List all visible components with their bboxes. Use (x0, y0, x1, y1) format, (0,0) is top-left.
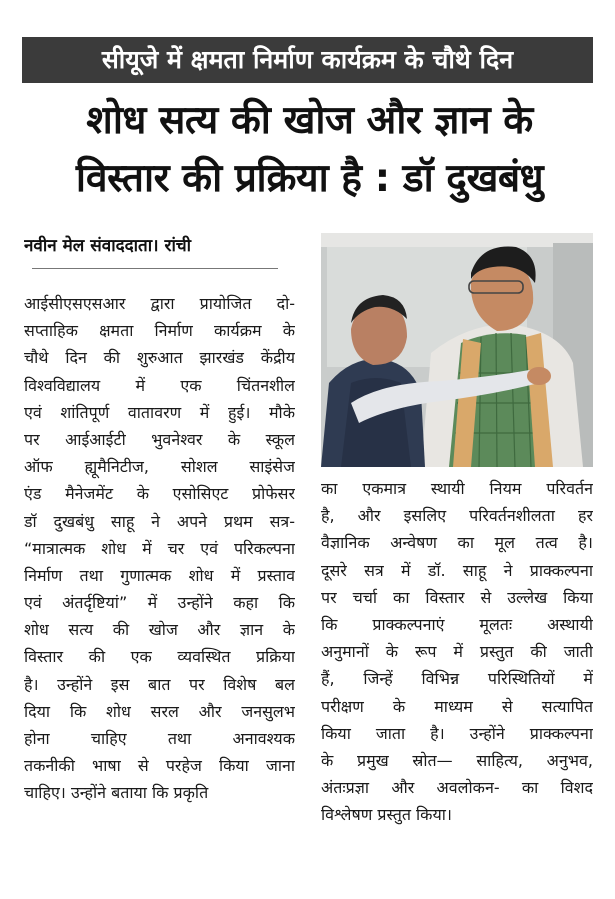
section-kicker: सीयूजे में क्षमता निर्माण कार्यक्रम के चौथे दिन (22, 37, 593, 83)
body-right-line: दूसरे सत्र में डॉ. साहू ने प्राक्कल्पना (321, 560, 593, 580)
article-body-left-column (24, 290, 295, 807)
headline-line-2: विस्तार की प्रक्रिया है : डॉ दुखबंधु (75, 156, 544, 201)
article-body-right-column (321, 475, 593, 828)
body-right-line: हैं, जिन्हें विभिन्न परिस्थितियों में (321, 669, 593, 689)
body-left-line: “मात्रात्मक शोध में चर एवं परिकल्पना (24, 538, 295, 558)
body-right-line: अनुमानों के रूप में प्रस्तुत की जाती (321, 642, 593, 662)
body-left-line: सप्ताहिक क्षमता निर्माण कार्यक्रम के (24, 321, 295, 341)
body-left-line: विश्वविद्यालय में एक चिंतनशील (24, 375, 295, 395)
byline-divider (32, 268, 278, 269)
photo-illustration (321, 233, 593, 467)
body-right-line: किया जाता है। उन्होंने प्राक्कल्पना (321, 723, 593, 743)
body-right-line: परीक्षण के माध्यम से सत्यापित (321, 696, 593, 716)
news-photo (321, 233, 593, 467)
body-left-line: शोध सत्य की खोज और ज्ञान के (24, 620, 295, 640)
body-left-line: एवं अंतर्दृष्टियां” में उन्होंने कहा कि (24, 593, 295, 613)
body-left-line: चाहिए। उन्होंने बताया कि प्रकृति (24, 783, 209, 803)
headline (22, 92, 597, 208)
headline-line-1: शोध सत्य की खोज और ज्ञान के (86, 98, 533, 143)
byline: नवीन मेल संवाददाता। रांची (24, 236, 192, 256)
body-right-line: कि प्राक्कल्पनाएं मूलतः अस्थायी (321, 614, 593, 634)
body-right-line: का एकमात्र स्थायी नियम परिवर्तन (321, 479, 593, 498)
body-left-line: एंड मैनेजमेंट के एसोसिएट प्रोफेसर (24, 484, 295, 504)
body-right-line: पर चर्चा का विस्तार से उल्लेख किया (321, 587, 593, 607)
body-right-line: विश्लेषण प्रस्तुत किया। (321, 805, 452, 825)
body-right-line: वैज्ञानिक अन्वेषण का मूल तत्व है। (321, 533, 593, 553)
body-left-line: है। उन्होंने इस बात पर विशेष बल (24, 674, 295, 694)
body-left-line: ऑफ ह्यूमैनिटीज, सोशल साइंसेज (24, 457, 295, 477)
body-left-line: तकनीकी भाषा से परहेज किया जाना (24, 756, 295, 776)
body-left-line: दिया कि शोध सरल और जनसुलभ (24, 701, 295, 721)
body-right-line: अंतःप्रज्ञा और अवलोकन- का विशद (321, 778, 593, 798)
body-left-line: होना चाहिए तथा अनावश्यक (24, 729, 295, 748)
body-right-line: के प्रमुख स्रोत— साहित्य, अनुभव, (321, 750, 593, 770)
body-left-line: एवं शांतिपूर्ण वातावरण में हुई। मौके (24, 402, 295, 422)
body-left-line: निर्माण तथा गुणात्मक शोध में प्रस्ताव (24, 565, 295, 585)
body-left-line: डॉ दुखबंधु साहू ने अपने प्रथम सत्र- (24, 511, 295, 531)
body-left-line: आईसीएसएसआर द्वारा प्रायोजित दो- (24, 294, 295, 313)
body-right-line: है, और इसलिए परिवर्तनशीलता हर (321, 506, 593, 526)
body-left-line: विस्तार की एक व्यवस्थित प्रक्रिया (24, 647, 295, 667)
body-left-line: चौथे दिन की शुरुआत झारखंड केंद्रीय (24, 348, 295, 368)
body-left-line: पर आईआईटी भुवनेश्वर के स्कूल (24, 429, 295, 449)
